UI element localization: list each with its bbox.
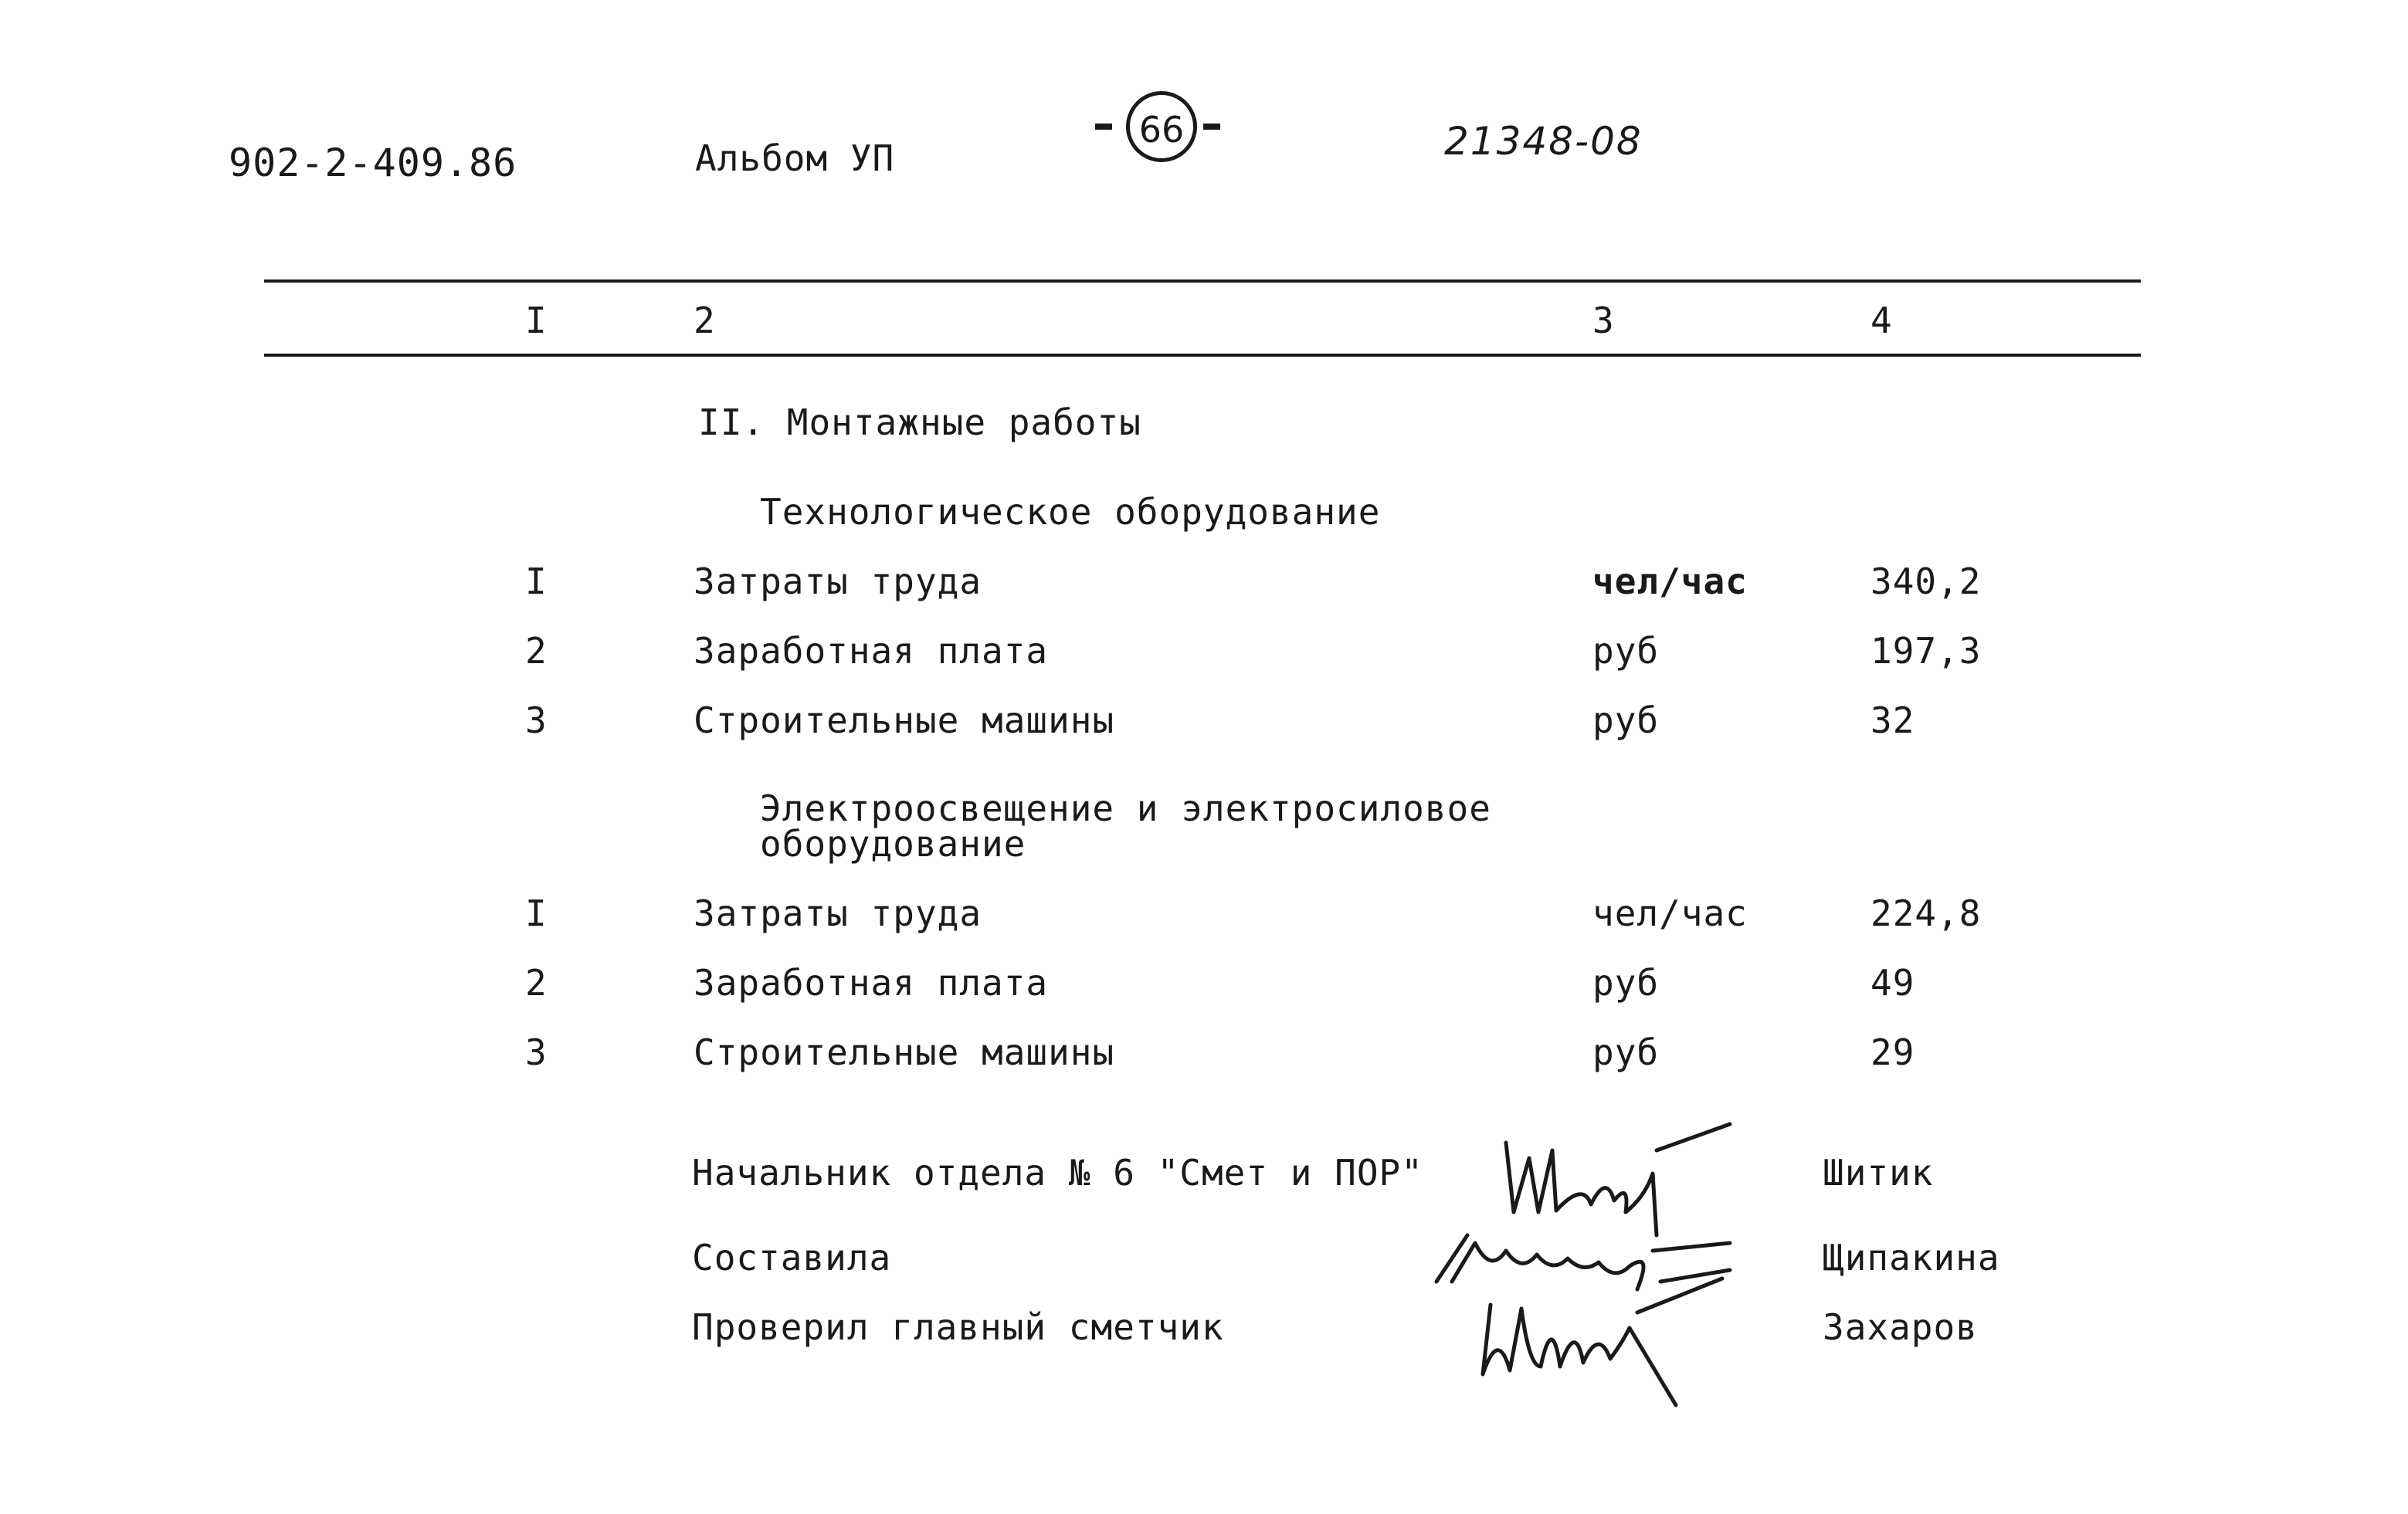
album-label: Альбом УП — [695, 137, 895, 179]
signature-scribble-head — [1491, 1127, 1745, 1243]
signature-name-checked: Захаров — [1823, 1306, 1978, 1348]
row-value: 49 — [1870, 962, 1915, 1004]
page-number-circle — [1126, 91, 1197, 162]
row-value: 32 — [1870, 699, 1915, 741]
row-unit: руб — [1592, 630, 1660, 672]
signature-name-compiled: Щипакина — [1823, 1237, 2000, 1279]
table-top-rule — [264, 279, 2141, 283]
column-header-4: 4 — [1870, 300, 1893, 341]
column-header-1: I — [525, 300, 548, 341]
row-unit: руб — [1592, 962, 1660, 1004]
page-number-dash-right — [1203, 124, 1220, 130]
group-title-electrical-line1: Электроосвещение и электросиловое — [760, 787, 1491, 829]
row-unit: чел/час — [1592, 561, 1748, 602]
column-header-2: 2 — [694, 300, 716, 341]
column-header-3: 3 — [1592, 300, 1615, 341]
signature-role-compiled: Составила — [692, 1237, 892, 1279]
table-header-rule — [264, 354, 2141, 357]
row-name: Заработная плата — [694, 962, 1049, 1004]
row-number: 3 — [525, 1031, 548, 1073]
page-number: 66 — [1138, 109, 1185, 151]
signature-role-checked: Проверил главный сметчик — [692, 1306, 1224, 1348]
row-value: 29 — [1870, 1031, 1915, 1073]
group-title-electrical-line2: оборудование — [760, 823, 1026, 865]
row-number: I — [525, 892, 548, 934]
sheet-code: 21348-08 — [1444, 119, 1643, 164]
row-unit: руб — [1592, 699, 1660, 741]
row-name: Строительные машины — [694, 1031, 1115, 1073]
signature-name-head: Шитик — [1823, 1152, 1934, 1194]
row-value: 224,8 — [1870, 892, 1982, 934]
row-number: 2 — [525, 962, 548, 1004]
doc-code: 902-2-409.86 — [229, 141, 517, 185]
row-number: I — [525, 561, 548, 602]
row-value: 340,2 — [1870, 561, 1982, 602]
group-title-technological: Технологическое оборудование — [760, 491, 1381, 533]
page-number-dash-left — [1095, 124, 1112, 130]
row-name: Затраты труда — [694, 892, 982, 934]
row-unit: руб — [1592, 1031, 1660, 1073]
row-name: Заработная плата — [694, 630, 1049, 672]
row-number: 2 — [525, 630, 548, 672]
row-unit: чел/час — [1592, 892, 1748, 934]
signature-scribble-checked — [1467, 1282, 1745, 1413]
row-value: 197,3 — [1870, 630, 1982, 672]
row-name: Затраты труда — [694, 561, 982, 602]
signature-role-head: Начальник отдела № 6 "Смет и ПОР" — [692, 1152, 1423, 1194]
row-number: 3 — [525, 699, 548, 741]
row-name: Строительные машины — [694, 699, 1115, 741]
section-title: II. Монтажные работы — [698, 401, 1141, 443]
